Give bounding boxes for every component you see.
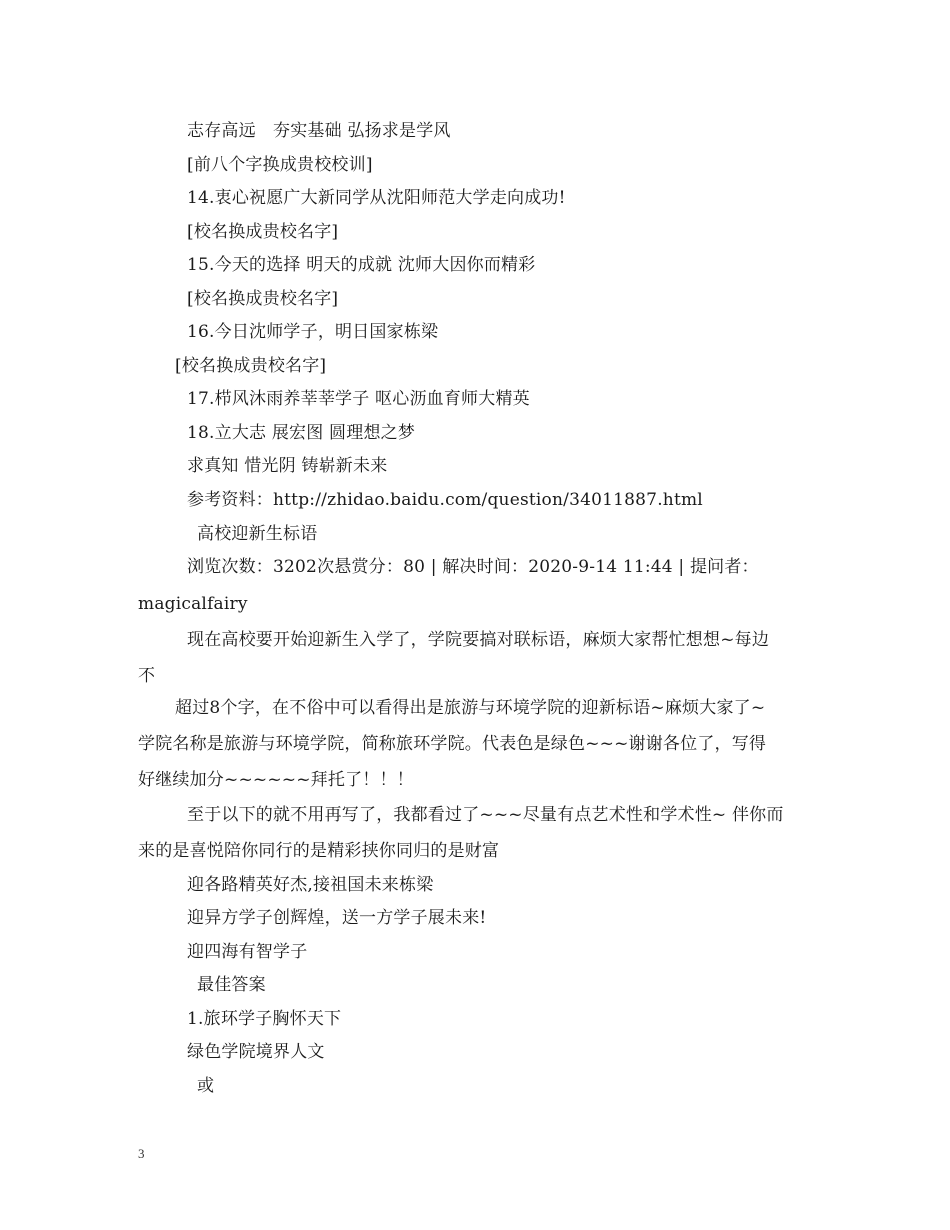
text-line: 17.栉风沐雨养莘莘学子 呕心沥血育师大精英 xyxy=(187,389,530,409)
page-number: 3 xyxy=(138,1146,145,1161)
text-line: 来的是喜悦陪你同行的是精彩挟你同归的是财富 xyxy=(138,841,500,861)
text-line: 不 xyxy=(138,666,156,686)
text-line: 求真知 惜光阴 铸崭新未来 xyxy=(187,456,388,476)
meta-line: 浏览次数：3202次悬赏分：80 | 解决时间：2020-9-14 11:44 | 提问者： xyxy=(187,557,759,577)
reference-line: 参考资料：http://zhidao.baidu.com/question/34011887.html xyxy=(187,490,703,510)
text-line: 18.立大志 展宏图 圆理想之梦 xyxy=(187,423,416,443)
section-title: 最佳答案 xyxy=(197,975,266,995)
text-line: [校名换成贵校名字] xyxy=(187,222,339,242)
text-line: 绿色学院境界人文 xyxy=(187,1042,325,1062)
section-title: 高校迎新生标语 xyxy=(197,524,318,544)
text-line: 至于以下的就不用再写了，我都看过了~~~尽量有点艺术性和学术性~ 伴你而 xyxy=(187,805,784,825)
text-line: [校名换成贵校名字] xyxy=(175,356,327,376)
text-line: 志存高远 夯实基础 弘扬求是学风 xyxy=(187,121,451,141)
text-line: 超过8个字，在不俗中可以看得出是旅游与环境学院的迎新标语~麻烦大家了~ xyxy=(175,698,766,718)
text-line: 15.今天的选择 明天的成就 沈师大因你而精彩 xyxy=(187,255,536,275)
text-line: 现在高校要开始迎新生入学了，学院要搞对联标语，麻烦大家帮忙想想~每边 xyxy=(187,630,770,650)
text-line: 1.旅环学子胸怀天下 xyxy=(187,1009,342,1029)
text-line: [前八个字换成贵校校训] xyxy=(187,155,373,175)
text-line: 学院名称是旅游与环境学院，简称旅环学院。代表色是绿色~~~谢谢各位了，写得 xyxy=(138,734,767,754)
text-line: 迎各路精英好杰,接祖国未来栋梁 xyxy=(187,875,434,895)
text-line: 14.衷心祝愿广大新同学从沈阳师范大学走向成功! xyxy=(187,188,566,208)
text-line: 迎四海有智学子 xyxy=(187,942,308,962)
text-line: 好继续加分~~~~~~拜托了！！！ xyxy=(138,770,414,790)
text-line: 迎异方学子创辉煌，送一方学子展未来! xyxy=(187,908,487,928)
text-line: 或 xyxy=(197,1076,215,1096)
text-line: [校名换成贵校名字] xyxy=(187,289,339,309)
asker-name: magicalfairy xyxy=(138,594,248,614)
text-line: 16.今日沈师学子，明日国家栋梁 xyxy=(187,322,439,342)
